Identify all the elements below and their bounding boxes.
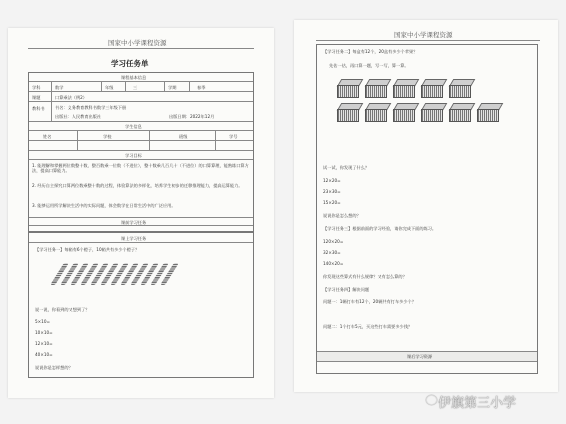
right-task-table	[316, 44, 538, 374]
task-4: 【学习任务四】解决问题	[323, 287, 370, 292]
label-school: 学校	[103, 133, 112, 139]
divider	[125, 82, 126, 92]
apple-box	[393, 79, 415, 97]
task-3: 【学习任务三】根据前面的学习经验，请你完成下面的练习。	[323, 226, 437, 231]
task-3-item: 120×20=	[323, 239, 344, 244]
practice-item: 10×10=	[35, 330, 53, 335]
student-section-title: 学生信息	[125, 124, 142, 129]
goal-section-title: 学习目标	[125, 153, 142, 158]
label-name: 姓名	[43, 133, 52, 139]
left-header: 国家中小学课程资源	[108, 39, 167, 47]
label-class: 班级	[179, 133, 188, 139]
value-grade: 三	[133, 84, 138, 90]
class-section-title: 课上学习任务	[121, 235, 147, 241]
topic-row	[29, 92, 253, 102]
student-header-row	[29, 131, 253, 141]
practice-item: 40×10=	[35, 352, 53, 357]
apple-box	[477, 103, 499, 121]
problem-1: 问题一：1辆打车有12个，20辆共有打车多少个？	[323, 299, 416, 304]
divider	[101, 82, 102, 92]
value-topic: 口算乘法（例2）	[55, 94, 87, 100]
info-section-row	[29, 73, 253, 82]
practice-item: 5×10=	[35, 319, 51, 324]
header-rule	[316, 40, 540, 41]
problem-2: 问题二：1个打车5元，买这些打车需要多少钱？	[323, 324, 413, 329]
goal-section-row	[29, 151, 253, 160]
worksheet-title: 学习任务单	[111, 59, 149, 68]
practice-title: 说一说，你看到的又想到了？	[35, 307, 90, 312]
apple-box	[393, 103, 415, 121]
label-subject: 学科	[32, 84, 41, 90]
footer-section-row	[317, 351, 537, 362]
goal-2: 2. 经历自主探究口算两位数乘整十数的过程，体验算法的多样化，培养学生初步的迁移推理能力，提高运算能力。	[32, 183, 243, 188]
textbook-row	[29, 102, 253, 122]
task-3-item: 140×20=	[323, 261, 344, 266]
goal-3: 3. 能够运用所学解决生活中的实际问题，体会数学在日常生活中的广泛应用。	[32, 203, 176, 208]
right-practice-question: 说说你是怎么想的？	[323, 213, 361, 218]
value-term: 春季	[197, 84, 206, 90]
apple-box	[449, 79, 471, 97]
label-textbook: 教科书	[32, 106, 45, 111]
apple-box	[365, 103, 387, 121]
divider	[51, 102, 52, 122]
class-task-table	[28, 232, 254, 378]
prep-section-row	[29, 218, 253, 226]
task-2-instruction: 先估一估，再口算一题，写一写，算一算。	[329, 63, 409, 68]
student-section-row	[29, 122, 253, 131]
info-table	[28, 72, 254, 232]
right-practice-title: 试一试，你发现了什么？	[323, 165, 370, 170]
value-subject: 数学	[55, 84, 64, 90]
task-3-item: 32×30=	[323, 250, 341, 255]
footer-section-title: 课后学习资源	[407, 354, 433, 359]
value-publish-date: 出版日期：2022年12月	[169, 114, 215, 119]
label-term: 学期	[168, 84, 177, 90]
value-textbook: 书名：义务教育教科书数学三年级下册	[55, 105, 127, 110]
label-topic: 课题	[32, 94, 41, 100]
value-publisher: 出版社：人民教育出版社	[55, 114, 102, 119]
apple-box	[337, 103, 359, 121]
right-practice-item: 15×20=	[323, 200, 341, 205]
header-rule	[28, 48, 254, 49]
divider	[51, 82, 52, 92]
right-practice-item: 12×20=	[323, 178, 341, 183]
goals-row	[29, 160, 253, 218]
label-grade: 年级	[105, 84, 114, 90]
class-section-row	[29, 233, 253, 243]
divider	[51, 92, 52, 102]
task-2: 【学习任务二】每盒有12个，20盒有多少个苹果？	[323, 49, 418, 54]
info-row	[29, 82, 253, 92]
divider	[189, 82, 190, 92]
wechat-icon	[426, 395, 437, 405]
task-3-question: 你发现这些算式有什么规律？又有怎么算的？	[323, 274, 407, 279]
apple-box	[365, 79, 387, 97]
practice-question: 说说你是怎样想的？	[35, 365, 73, 370]
task-1: 【学习任务一】每箱有6个橙子，10箱共有多少个橙子？	[35, 247, 140, 252]
info-section-title: 课程基本信息	[121, 75, 147, 80]
right-practice-item: 23×30=	[323, 189, 341, 194]
left-worksheet	[8, 28, 274, 398]
watermark-text: 伊旗第三小学	[438, 396, 517, 411]
practice-item: 12×10=	[35, 341, 53, 346]
apple-box	[337, 79, 359, 97]
apple-box	[421, 79, 443, 97]
divider	[164, 82, 165, 92]
apple-box	[421, 103, 443, 121]
goal-1: 1. 能理解和掌握两位数整十数、整百数乘一位数（不进位），整十数乘几百几十（不进位）的口算算理，能熟练口算方法，提高口算能力。	[32, 163, 249, 173]
student-blank-row	[29, 141, 253, 151]
label-student-id: 学号	[229, 133, 238, 139]
prep-section-title: 课前学习任务	[121, 219, 147, 225]
apple-box	[449, 103, 471, 121]
right-worksheet	[294, 20, 558, 392]
right-header: 国家中小学课程资源	[394, 31, 453, 39]
